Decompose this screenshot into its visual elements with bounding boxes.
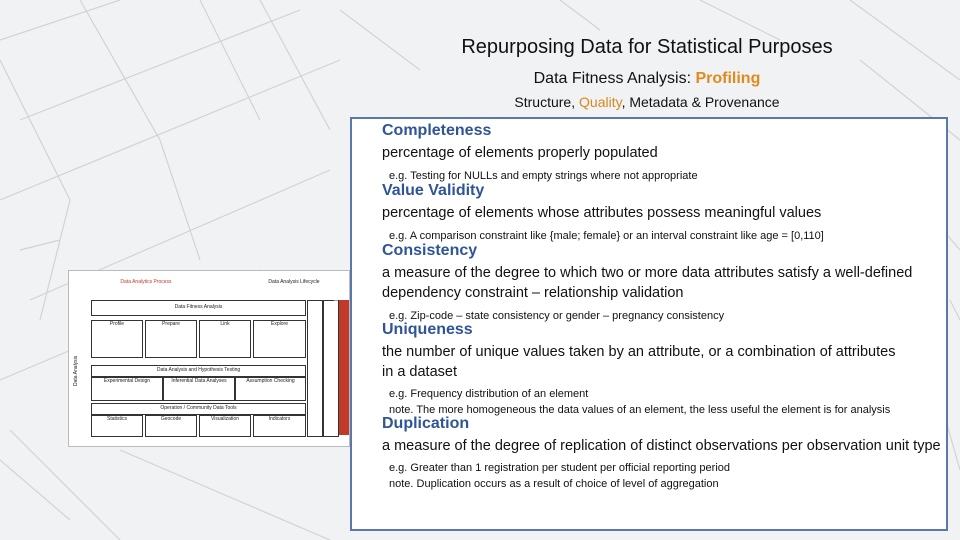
section-duplication [382,415,942,492]
page-title: Repurposing Data for Statistical Purposes [461,36,833,58]
section-note: note. The more homogeneous the data values of an element, the less useful the element is for analysis [389,404,891,416]
diagram-right-bar [339,300,349,435]
page-subsubtitle [330,94,960,110]
section-example: e.g. Testing for NULLs and empty strings where not appropriate [389,170,698,182]
diagram-top-left: Data Analytics Process [117,279,175,291]
section-heading: Value Validity [382,182,485,199]
diagram-tools: Operation / Community Data Tools [91,403,306,415]
section-example: e.g. A comparison constraint like {male; female} or an interval constraint like age = [0,110] [389,230,824,242]
section-desc: the number of unique values taken by an attribute, or a combination of attributes in a dataset [382,344,896,380]
section-note: note. Duplication occurs as a result of choice of level of aggregation [389,478,719,490]
diagram-mid-column [307,300,323,437]
section-desc: percentage of elements whose attributes possess meaningful values [382,205,822,221]
diagram-box-profile: Profile [91,320,143,358]
section-consistency [382,242,927,324]
section-uniqueness [382,321,902,418]
section-value-validity [382,182,942,244]
diagram-box-explore: Explore [253,320,306,358]
section-heading: Uniqueness [382,321,473,338]
subsubtitle-post: , Metadata & Provenance [621,94,780,110]
diagram-top-right: Data Analysis Lifecycle [265,279,323,291]
section-desc: a measure of the degree to which two or more data attributes satisfy a well-defined dependency constraint – relationship validation [382,265,913,301]
section-desc: a measure of the degree of replication of distinct observations per observation unit type [382,438,941,454]
section-completeness [382,122,942,184]
subsubtitle-accent: Quality [579,94,622,110]
section-heading: Consistency [382,242,478,259]
diagram-side-label: Data Analysis [73,351,87,391]
diagram-visualization: Visualization [199,415,251,437]
subtitle-prefix: Data Fitness Analysis: [533,70,696,87]
section-example: e.g. Frequency distribution of an element [389,388,589,400]
diagram-testing: Data Analysis and Hypothesis Testing [91,365,306,377]
diagram-inferential: Inferential Data Analyses [163,377,235,401]
diagram-right-label: Policy-Based Analysis (PBDA) [332,300,338,381]
section-heading: Duplication [382,415,470,432]
page-subtitle [330,70,960,88]
diagram-assumption: Assumption Checking [235,377,306,401]
data-analysis-diagram [68,270,350,447]
diagram-box-prepare: Prepare [145,320,197,358]
diagram-experimental: Experimental Design [91,377,163,401]
section-example: e.g. Greater than 1 registration per student per official reporting period [389,462,730,474]
section-example: e.g. Zip-code – state consistency or gender – pregnancy consistency [389,310,725,322]
section-heading: Completeness [382,122,492,139]
section-desc: percentage of elements properly populated [382,145,658,161]
diagram-box-link: Link [199,320,251,358]
diagram-geocode: Geocode [145,415,197,437]
diagram-fitness: Data Fitness Analysis [91,300,306,316]
subsubtitle-pre: Structure, [514,94,580,110]
diagram-statistics: Statistics [91,415,143,437]
diagram-indicators: Indicators [253,415,306,437]
subtitle-accent: Profiling [695,70,761,87]
